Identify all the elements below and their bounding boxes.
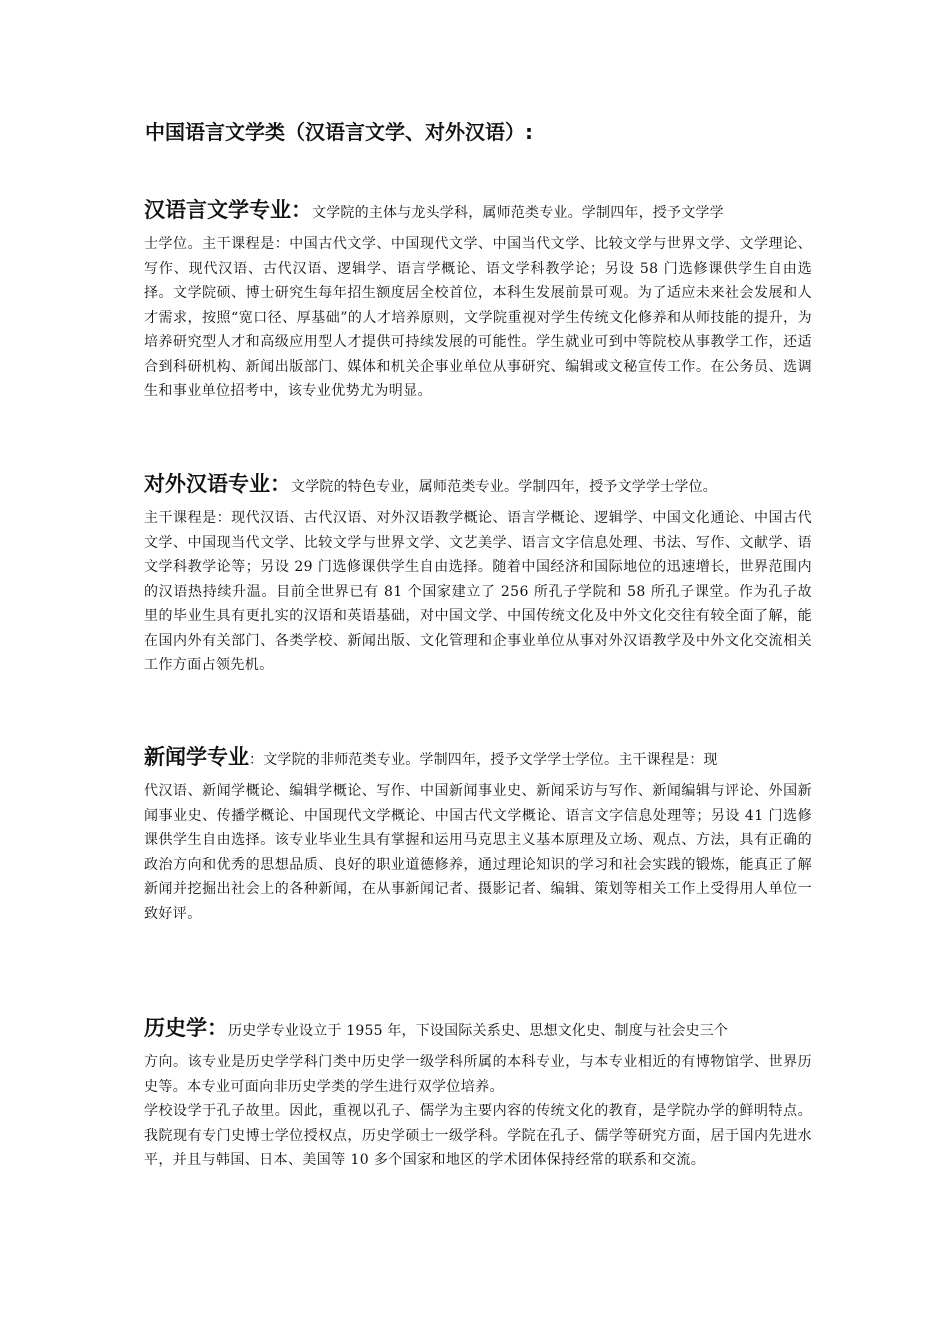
- section-first-line: [144, 194, 812, 228]
- section-history: [144, 1012, 812, 1173]
- section-lead: 文学院的特色专业，属师范类专业。学制四年，授予文学学士学位。: [291, 479, 717, 495]
- section-title: 对外汉语专业：: [144, 472, 291, 496]
- paragraph: 学校设学于孔子故里。因此，重视以孔子、儒学为主要内容的传统文化的教育，是学院办学的鲜明特点。我院现有专门史博士学位授权点，历史学硕士一级学科。学院在孔子、儒学等研究方面，居于国内先进水平，并且与韩国、日本、美国等 10 多个国家和地区的学术团体保持经常的联系和交流。: [144, 1103, 812, 1168]
- section-chinese-literature: [144, 194, 812, 404]
- section-body: [144, 506, 812, 678]
- section-first-line: [144, 468, 812, 502]
- section-lead: 历史学专业设立于 1955 年，下设国际关系史、思想文化史、制度与社会史三个: [228, 1023, 729, 1039]
- section-first-line: [144, 1012, 812, 1046]
- section-title: 汉语言文学专业：: [144, 198, 312, 222]
- section-title: 新闻学专业: [144, 745, 249, 769]
- section-title: 历史学：: [144, 1016, 228, 1040]
- paragraph: 主干课程是：现代汉语、古代汉语、对外汉语教学概论、语言学概论、逻辑学、中国文化通论、中国古代文学、中国现当代文学、比较文学与世界文学、文艺美学、语言文字信息处理、书法、写作、文献学、语文学科教学论等；另设 29 门选修课供学生自由选择。随着中国经济和国际地位的迅速增长，世界范围内的汉语热持续升温。目前全世界已有 81 个国家建立了 256 所孔子学院和 58 所孔子课堂。作为孔子故里的毕业生具有更扎实的汉语和英语基础，对中国文学、中国传统文化及中外文化交往有较全面了解，能在国内外有关部门、各类学校、新闻出版、文化管理和企事业单位从事对外汉语教学及中外文化交流相关工作方面占领先机。: [144, 510, 812, 673]
- paragraph: 代汉语、新闻学概论、编辑学概论、写作、中国新闻事业史、新闻采访与写作、新闻编辑与评论、外国新闻事业史、传播学概论、中国现代文学概论、中国古代文学概论、语言文字信息处理等；另设 41 门选修课供学生自由选择。该专业毕业生具有掌握和运用马克思主义基本原理及立场、观点、方法，具有正确的政治方向和优秀的思想品质、良好的职业道德修养，通过理论知识的学习和社会实践的锻炼，能真正了解新闻并挖掘出社会上的各种新闻，在从事新闻记者、摄影记者、编辑、策划等相关工作上受得用人单位一致好评。: [144, 783, 812, 922]
- section-first-line: [144, 741, 812, 775]
- section-body: [144, 232, 812, 404]
- section-chinese-as-foreign-language: [144, 468, 812, 678]
- section-body: [144, 1050, 812, 1173]
- main-heading: 中国语言文学类（汉语言文学、对外汉语）:: [145, 120, 533, 144]
- paragraph: 方向。该专业是历史学学科门类中历史学一级学科所属的本科专业，与本专业相近的有博物馆学、世界历史等。本专业可面向非历史学类的学生进行双学位培养。: [144, 1054, 812, 1095]
- section-body: [144, 779, 812, 926]
- paragraph: 士学位。主干课程是：中国古代文学、中国现代文学、中国当代文学、比较文学与世界文学、文学理论、写作、现代汉语、古代汉语、逻辑学、语言学概论、语文学科教学论；另设 58 门选修课供学生自由选择。文学院硕、博士研究生每年招生额度居全校首位，本科生发展前景可观。为了适应未来社会发展和人才需求，按照“宽口径、厚基础”的人才培养原则，文学院重视对学生传统文化修养和从师技能的提升，为培养研究型人才和高级应用型人才提供可持续发展的可能性。学生就业可到中等院校从事教学工作，还适合到科研机构、新闻出版部门、媒体和机关企事业单位从事研究、编辑或文秘宣传工作。在公务员、选调生和事业单位招考中，该专业优势尤为明显。: [144, 236, 812, 399]
- section-lead: 文学院的主体与龙头学科，属师范类专业。学制四年，授予文学学: [312, 205, 724, 221]
- section-journalism: [144, 741, 812, 926]
- section-lead: ：文学院的非师范类专业。学制四年，授予文学学士学位。主干课程是：现: [249, 752, 718, 768]
